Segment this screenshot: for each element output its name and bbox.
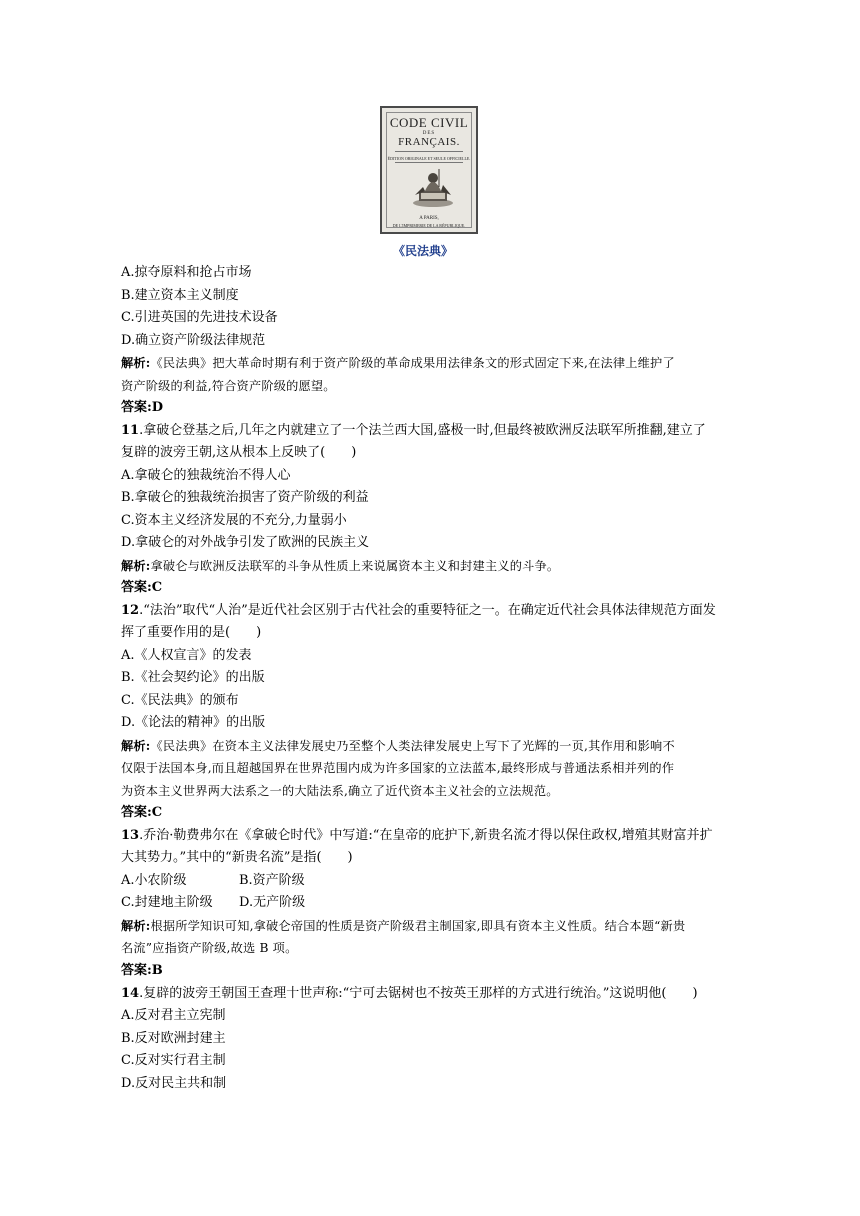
explanation-text: 《民法典》把大革命时期有利于资产阶级的革命成果用法律条文的形式固定下来,在法律上维护了 bbox=[150, 356, 675, 370]
q13-explanation-line: 名流”应指资产阶级,故选 B 项。 bbox=[121, 941, 298, 955]
q11-option-a: A.拿破仑的独裁统治不得人心 bbox=[121, 468, 291, 483]
q14-option-a: A.反对君主立宪制 bbox=[121, 1008, 226, 1023]
question-text: .拿破仑登基之后,几年之内就建立了一个法兰西大国,盛极一时,但最终被欧洲反法联军所推翻,建立了 bbox=[139, 423, 706, 438]
q13-explanation-line bbox=[121, 915, 685, 937]
q13-option-c: C.封建地主阶级 bbox=[121, 895, 213, 910]
q11-option-d: D.拿破仑的对外战争引发了欧洲的民族主义 bbox=[121, 535, 370, 550]
question-text: .复辟的波旁王朝国王查理十世声称:“宁可去锯树也不按英王那样的方式进行统治。”这说明他( ) bbox=[139, 986, 698, 1001]
q14-stem-line bbox=[121, 983, 698, 1005]
q13-stem-line bbox=[121, 825, 713, 847]
q12-option-c: C.《民法典》的颁布 bbox=[121, 693, 239, 708]
q11-answer: 答案:C bbox=[121, 580, 163, 595]
figure-title-line2: DES bbox=[422, 131, 436, 136]
q12-option-b: B.《社会契约论》的出版 bbox=[121, 670, 265, 685]
q11-stem-line: 复辟的波旁王朝,这从根本上反映了( ) bbox=[121, 445, 357, 460]
q10-option-a: A.掠夺原料和抢占市场 bbox=[121, 265, 252, 280]
figure-caption: 《民法典》 bbox=[393, 244, 454, 258]
explanation-text: 拿破仑与欧洲反法联军的斗争从性质上来说属资本主义和封建主义的斗争。 bbox=[150, 559, 560, 573]
figure-imprint-line2: DE L'IMPRIMERIE DE LA RÉPUBLIQUE. bbox=[392, 223, 466, 228]
q10-option-b: B.建立资本主义制度 bbox=[121, 288, 239, 303]
q10-option-d: D.确立资产阶级法律规范 bbox=[121, 333, 266, 348]
q13-answer: 答案:B bbox=[121, 963, 163, 978]
q12-explanation-line: 仅限于法国本身,而且超越国界在世界范围内成为许多国家的立法蓝本,最终形成与普通法系相并列的作 bbox=[121, 761, 675, 775]
q13-option-b: B.资产阶级 bbox=[239, 873, 305, 888]
figure-title-line3: FRANÇAIS. bbox=[398, 136, 460, 148]
explanation-label: 解析: bbox=[121, 919, 151, 933]
q13-option-d: D.无产阶级 bbox=[239, 895, 306, 910]
q10-explanation-line: 资产阶级的利益,符合资产阶级的愿望。 bbox=[121, 379, 336, 393]
explanation-text: 根据所学知识可知,拿破仑帝国的性质是资产阶级君主制国家,即具有资本主义性质。结合本题“新贵 bbox=[150, 919, 686, 933]
q13-options-row1 bbox=[121, 870, 305, 892]
q11-explanation-line bbox=[121, 555, 559, 577]
figure-rule bbox=[395, 151, 463, 152]
figure-rule bbox=[395, 162, 463, 163]
q14-option-b: B.反对欧洲封建主 bbox=[121, 1031, 226, 1046]
q11-option-c: C.资本主义经济发展的不充分,力量弱小 bbox=[121, 513, 347, 528]
q12-stem-line bbox=[121, 600, 716, 622]
question-text: .乔治·勒费弗尔在《拿破仑时代》中写道:“在皇帝的庇护下,新贵名流才得以保住政权,增殖其财富并扩 bbox=[139, 828, 713, 843]
q10-option-c: C.引进英国的先进技术设备 bbox=[121, 310, 278, 325]
explanation-label: 解析: bbox=[121, 739, 151, 753]
question-number: 11 bbox=[121, 423, 140, 438]
q11-stem-line bbox=[121, 420, 706, 442]
q12-explanation-line: 为资本主义世界两大法系之一的大陆法系,确立了近代资本主义社会的立法规范。 bbox=[121, 784, 559, 798]
q13-options-row2 bbox=[121, 892, 305, 914]
explanation-label: 解析: bbox=[121, 356, 151, 370]
figure-subtitle: ÉDITION ORIGINALE ET SEULE OFFICIELLE. bbox=[387, 156, 471, 161]
q12-option-a: A.《人权宣言》的发表 bbox=[121, 648, 252, 663]
code-civil-image bbox=[380, 106, 478, 234]
question-number: 13 bbox=[121, 828, 140, 843]
q11-option-b: B.拿破仑的独裁统治损害了资产阶级的利益 bbox=[121, 490, 369, 505]
q14-option-c: C.反对实行君主制 bbox=[121, 1053, 226, 1068]
q13-option-a: A.小农阶级 bbox=[121, 873, 187, 888]
question-number: 12 bbox=[121, 603, 140, 618]
question-number: 14 bbox=[121, 986, 140, 1001]
engraving-emblem-icon bbox=[409, 165, 457, 209]
q10-answer: 答案:D bbox=[121, 400, 164, 415]
q12-stem-line: 挥了重要作用的是( ) bbox=[121, 625, 262, 640]
question-text: .“法治”取代“人治”是近代社会区别于古代社会的重要特征之一。在确定近代社会具体法律规范方面发 bbox=[139, 603, 716, 618]
q10-explanation-line bbox=[121, 352, 675, 374]
image-frame bbox=[386, 112, 472, 228]
explanation-text: 《民法典》在资本主义法律发展史乃至整个人类法律发展史上写下了光辉的一页,其作用和影响不 bbox=[150, 739, 675, 753]
q12-explanation-line bbox=[121, 735, 675, 757]
explanation-label: 解析: bbox=[121, 559, 151, 573]
figure-imprint-line1: A PARIS, bbox=[419, 216, 439, 221]
figure-title-line1: CODE CIVIL bbox=[389, 115, 469, 130]
q13-stem-line: 大其势力。”其中的“新贵名流”是指( ) bbox=[121, 850, 353, 865]
q12-answer: 答案:C bbox=[121, 805, 163, 820]
q12-option-d: D.《论法的精神》的出版 bbox=[121, 715, 266, 730]
q14-option-d: D.反对民主共和制 bbox=[121, 1076, 227, 1091]
